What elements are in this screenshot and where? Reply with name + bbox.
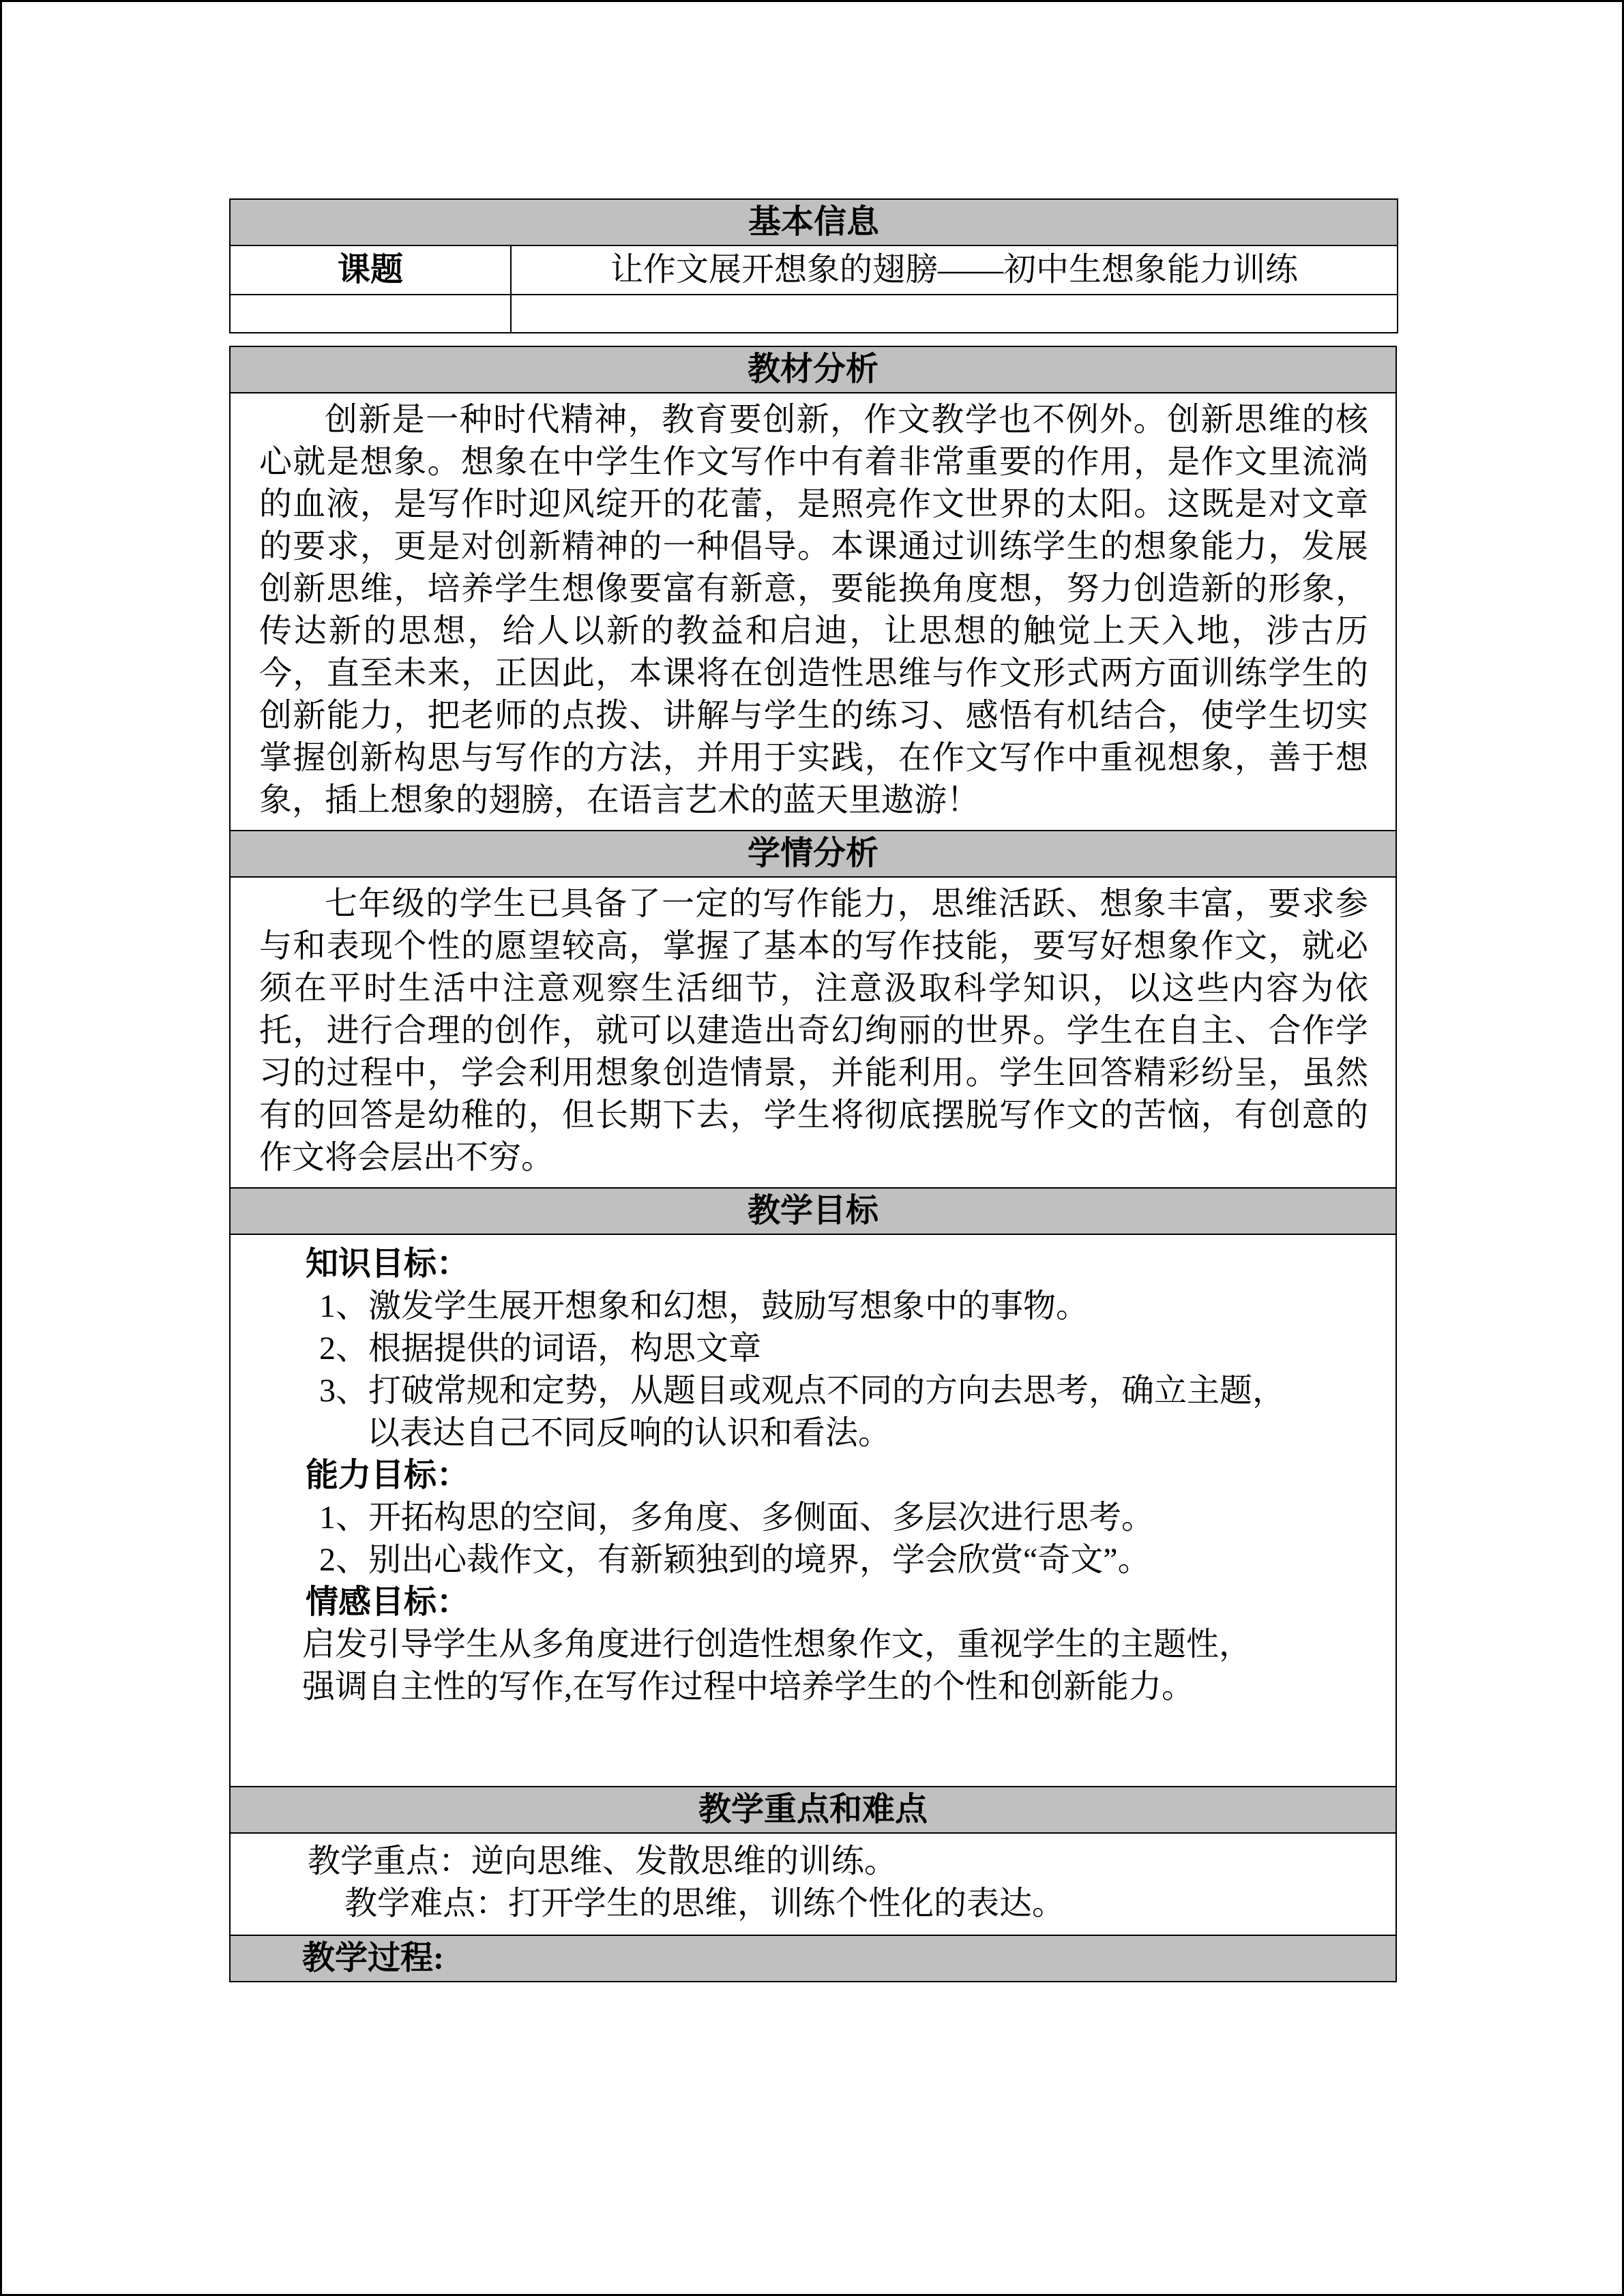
textbook-analysis-body-row bbox=[230, 393, 1396, 831]
emotional-objective-line-2: 强调自主性的写作,在写作过程中培养学生的个性和创新能力。 bbox=[302, 1669, 1195, 1705]
key-points-cell bbox=[230, 1833, 1396, 1935]
learning-analysis-body-row bbox=[230, 877, 1396, 1188]
emotional-objectives-heading: 情感目标： bbox=[306, 1584, 470, 1620]
learning-analysis-cell bbox=[230, 877, 1396, 1188]
section-header-key-points: 教学重点和难点 bbox=[230, 1787, 1396, 1833]
basic-info-table bbox=[229, 198, 1398, 333]
knowledge-objective-2: 2、根据提供的词语，构思文章 bbox=[319, 1330, 762, 1367]
section-header-objectives: 教学目标 bbox=[230, 1188, 1396, 1234]
ability-objective-2: 2、别出心裁作文，有新颖独到的境界，学会欣赏“奇文”。 bbox=[319, 1542, 1151, 1578]
key-points-header-row bbox=[230, 1787, 1396, 1833]
section-header-learning-analysis: 学情分析 bbox=[230, 831, 1396, 877]
knowledge-objective-3-cont: 以表达自己不同反响的认识和看法。 bbox=[367, 1415, 891, 1451]
section-header-basic-info: 基本信息 bbox=[230, 199, 1398, 245]
teaching-key-point: 教学重点：逆向思维、发散思维的训练。 bbox=[308, 1843, 898, 1879]
empty-value-cell bbox=[511, 295, 1398, 333]
lesson-plan-table bbox=[229, 346, 1397, 1982]
learning-analysis-text: 七年级的学生已具备了一定的写作能力，思维活跃、想象丰富，要求参与和表现个性的愿望较高，掌握了基本的写作技能，要写好想象作文，就必须在平时生活中注意观察生活细节，注意汲取科学知识，以这些内容为依托，进行合理的创作，就可以建造出奇幻绚丽的世界。学生在自主、合作学习的过程中，学会利用想象创造情景，并能利用。学生回答精彩纷呈，虽然有的回答是幼稚的，但长期下去，学生将彻底摆脱写作文的苦恼，有创意的作文将会层出不穷。 bbox=[259, 886, 1368, 1176]
objectives-header-row bbox=[230, 1188, 1396, 1234]
key-points-body-row bbox=[230, 1833, 1396, 1935]
ability-objectives-heading: 能力目标： bbox=[306, 1457, 470, 1493]
ability-objective-1: 1、开拓构思的空间，多角度、多侧面、多层次进行思考。 bbox=[319, 1500, 1155, 1536]
process-header-row bbox=[230, 1935, 1396, 1982]
objectives-body-row bbox=[230, 1234, 1396, 1787]
teaching-difficulty: 教学难点：打开学生的思维，训练个性化的表达。 bbox=[344, 1885, 1065, 1922]
emotional-objective-line-1: 启发引导学生从多角度进行创造性想象作文，重视学生的主题性， bbox=[302, 1626, 1252, 1663]
knowledge-objective-1: 1、激发学生展开想象和幻想，鼓励写想象中的事物。 bbox=[319, 1288, 1089, 1324]
objectives-cell bbox=[230, 1234, 1396, 1787]
basic-info-header-row bbox=[230, 199, 1398, 245]
topic-label: 课题 bbox=[230, 245, 511, 295]
section-header-textbook-analysis: 教材分析 bbox=[230, 346, 1396, 393]
learning-analysis-header-row bbox=[230, 831, 1396, 877]
empty-row bbox=[230, 295, 1398, 333]
textbook-analysis-header-row bbox=[230, 346, 1396, 393]
topic-value: 让作文展开想象的翅膀——初中生想象能力训练 bbox=[511, 245, 1398, 295]
textbook-analysis-text: 创新是一种时代精神，教育要创新，作文教学也不例外。创新思维的核心就是想象。想象在中学生作文写作中有着非常重要的作用，是作文里流淌的血液，是写作时迎风绽开的花蕾，是照亮作文世界的太阳。这既是对文章的要求，更是对创新精神的一种倡导。本课通过训练学生的想象能力，发展创新思维，培养学生想像要富有新意，要能换角度想，努力创造新的形象，传达新的思想，给人以新的教益和启迪，让思想的触觉上天入地，涉古历今，直至未来，正因此，本课将在创造性思维与作文形式两方面训练学生的创新能力，把老师的点拨、讲解与学生的练习、感悟有机结合，使学生切实掌握创新构思与写作的方法，并用于实践，在作文写作中重视想象，善于想象，插上想象的翅膀，在语言艺术的蓝天里遨游！ bbox=[259, 402, 1368, 818]
topic-row bbox=[230, 245, 1398, 295]
textbook-analysis-cell bbox=[230, 393, 1396, 831]
section-header-process: 教学过程: bbox=[230, 1935, 1396, 1982]
knowledge-objectives-heading: 知识目标： bbox=[306, 1246, 470, 1282]
knowledge-objective-3: 3、打破常规和定势，从题目或观点不同的方向去思考，确立主题， bbox=[319, 1373, 1286, 1409]
empty-label-cell bbox=[230, 295, 511, 333]
